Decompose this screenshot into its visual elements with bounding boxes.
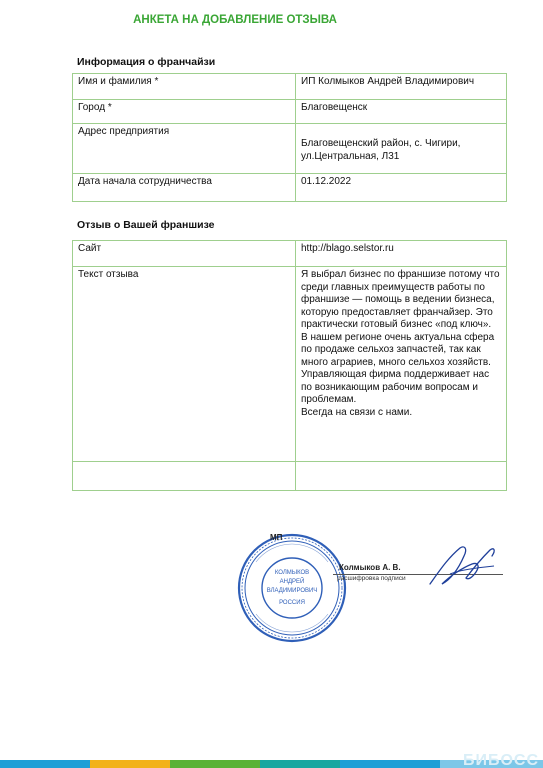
table-row — [73, 241, 507, 267]
signature-hint: расшифровка подписи — [337, 575, 406, 582]
table-row — [73, 74, 507, 100]
city-value: Благовещенск — [296, 100, 507, 124]
review-text-label: Текст отзыва — [73, 267, 296, 462]
table-row — [73, 100, 507, 124]
site-value: http://blago.selstor.ru — [296, 241, 507, 267]
franchisee-info-table — [72, 73, 507, 202]
svg-text:ВЛАДИМИРОВИЧ: ВЛАДИМИРОВИЧ — [266, 588, 318, 594]
start-date-label: Дата начала сотрудничества — [73, 174, 296, 202]
name-value: ИП Колмыков Андрей Владимирович — [296, 74, 507, 100]
table-row — [73, 267, 507, 462]
section-title-info: Информация о франчайзи — [77, 56, 216, 68]
company-seal-stamp — [236, 532, 348, 644]
stripe-segment — [340, 760, 440, 768]
start-date-value: 01.12.2022 — [296, 174, 507, 202]
city-label: Город * — [73, 100, 296, 124]
review-text-value — [296, 267, 507, 462]
site-label: Сайт — [73, 241, 296, 267]
stripe-segment — [90, 760, 170, 768]
stripe-segment — [0, 760, 90, 768]
footer-stripe — [0, 754, 543, 768]
svg-text:КОЛМЫКОВ: КОЛМЫКОВ — [274, 570, 310, 576]
review-table — [72, 240, 507, 491]
name-label: Имя и фамилия * — [73, 74, 296, 100]
review-paragraph: Управляющая фирма поддерживает нас по возникающим рабочим вопросам и проблемам. — [301, 369, 490, 405]
stripe-segment — [260, 760, 340, 768]
mp-label: МП — [270, 533, 283, 542]
address-value: Благовещенский район, с. Чигири, ул.Центральная, Л31 — [296, 124, 507, 174]
signer-name: Колмыков А. В. — [339, 563, 401, 572]
table-row — [73, 124, 507, 174]
review-paragraph: В нашем регионе очень актуальна сфера по продаже сельхоз запчастей, так как много аграриев, много сельхоз хозяйств. — [301, 331, 495, 368]
review-paragraph: Всегда на связи с нами. — [301, 406, 413, 418]
table-row — [73, 174, 507, 202]
brand-logo-text: БИБОСС — [462, 752, 539, 768]
review-paragraph: Я выбрал бизнес по франшизе потому что среди главных преимуществ работы по франшизе — помощь в ведении бизнеса, которую предоставляет франчайзер. Это практически готовый бизнес «под ключ». — [301, 269, 500, 330]
empty-cell — [296, 462, 507, 491]
svg-text:АНДРЕЙ: АНДРЕЙ — [279, 579, 305, 585]
svg-text:РОССИЯ: РОССИЯ — [279, 600, 305, 606]
section-title-review: Отзыв о Вашей франшизе — [77, 219, 215, 231]
form-title: АНКЕТА НА ДОБАВЛЕНИЕ ОТЗЫВА — [133, 14, 337, 26]
table-row — [73, 462, 507, 491]
handwritten-signature — [420, 540, 500, 590]
address-label: Адрес предприятия — [73, 124, 296, 174]
stripe-segment — [170, 760, 260, 768]
empty-cell — [73, 462, 296, 491]
